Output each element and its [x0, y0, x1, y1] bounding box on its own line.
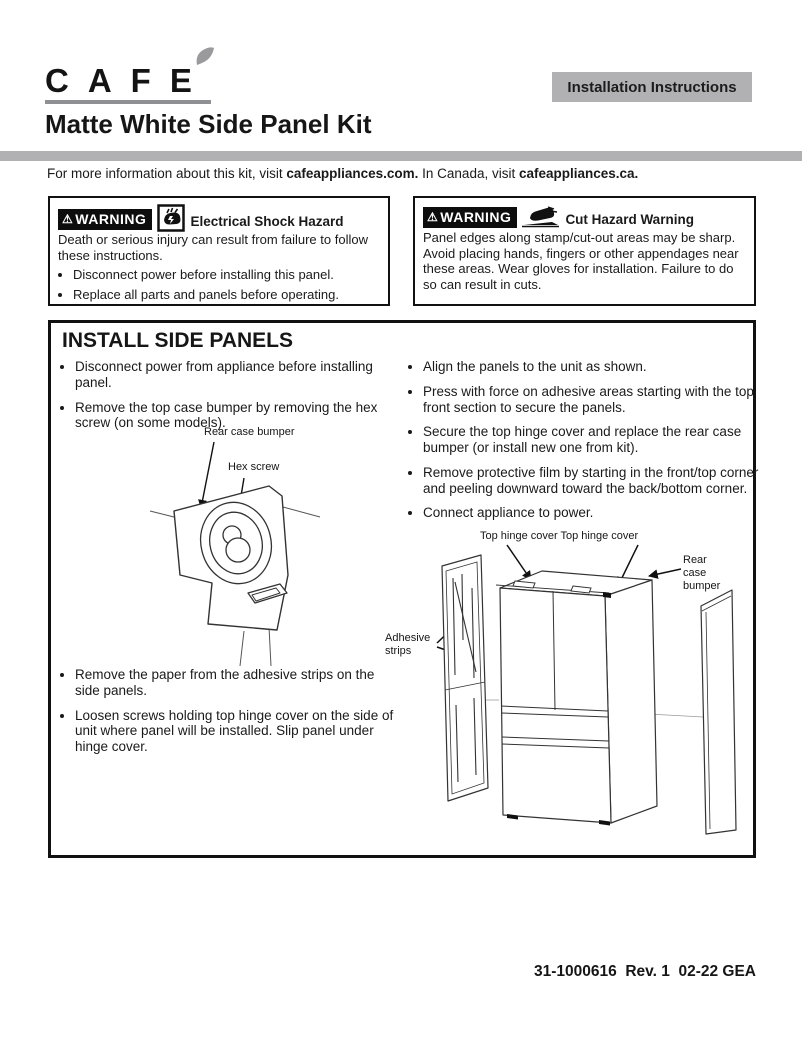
warning-title: Cut Hazard Warning: [565, 212, 694, 227]
warning-bullets: [58, 267, 380, 302]
steps-left-bottom: [60, 667, 397, 764]
rear-case-bumper-diagram: [148, 425, 398, 667]
warning-bullet: • Replace all parts and panels before operating.: [73, 287, 380, 303]
warning-triangle-icon: ⚠: [62, 212, 74, 227]
page-title: Matte White Side Panel Kit: [45, 109, 372, 139]
step: • Press with force on adhesive areas starting with the top front section to secure the panels.: [423, 384, 761, 416]
rear-case-bumper-label: Rear case bumper: [683, 554, 721, 592]
warning-title: Electrical Shock Hazard: [190, 214, 344, 229]
section-heading: INSTALL SIDE PANELS: [62, 329, 294, 352]
warning-head: [423, 204, 746, 228]
divider-bar: [0, 151, 802, 161]
cafe-logo-text: CAFE: [45, 62, 211, 99]
warning-body: Panel edges along stamp/cut-out areas may be sharp. Avoid placing hands, fingers or other appendages near these areas. Wear gloves for installation. Failure to do so can result in cuts.: [423, 230, 739, 292]
steps-right: [408, 359, 761, 530]
adhesive-strips-label: Adhesive strips: [385, 632, 431, 657]
leaf-accent-icon: [194, 47, 216, 67]
document-code: 31-1000616 Rev. 1 02-22 GEA: [533, 963, 756, 980]
warning-badge-label: WARNING: [440, 209, 512, 226]
warning-badge-label: WARNING: [75, 211, 147, 228]
electrical-shock-icon: [157, 204, 185, 232]
intro-line: [47, 166, 638, 181]
intro-text-1: For more information about this kit, visit: [47, 166, 287, 181]
step: • Remove the paper from the adhesive strips on the side panels.: [75, 667, 397, 699]
warning-body: Death or serious injury can result from failure to follow these instructions.: [58, 232, 368, 263]
rear-case-bumper-label: Rear case bumper: [204, 426, 295, 438]
warning-head: [58, 204, 380, 230]
step: • Align the panels to the unit as shown.: [423, 359, 761, 375]
top-hinge-cover-label: Top hinge cover Top hinge cover: [480, 530, 639, 542]
cut-hazard-icon: [522, 204, 560, 230]
step: • Loosen screws holding top hinge cover on the side of unit where panel will be installed. Slip panel under hinge cover.: [75, 708, 397, 755]
step: • Connect appliance to power.: [423, 505, 761, 521]
panel-alignment-diagram: [385, 530, 755, 855]
cafe-logo: [45, 64, 211, 97]
warning-badge: [58, 209, 152, 230]
warning-box-cut-hazard: [413, 196, 756, 306]
installation-instructions-label: Installation Instructions: [567, 78, 737, 96]
warning-box-electrical-shock: [48, 196, 390, 306]
installation-instructions-badge: [552, 72, 752, 102]
step: • Disconnect power from appliance before installing panel.: [75, 359, 397, 391]
website-us: cafeappliances.com.: [286, 166, 419, 181]
warning-triangle-icon: ⚠: [427, 210, 439, 225]
step: • Remove protective film by starting in the front/top corner and peeling downward toward the back/bottom corner.: [423, 465, 761, 497]
logo-underline: [45, 100, 211, 104]
hex-screw-label: Hex screw: [228, 461, 280, 473]
step: • Remove the top case bumper by removing the hex screw (on some models).: [75, 400, 397, 432]
intro-text-2: In Canada, visit: [418, 166, 519, 181]
install-side-panels-section: [48, 320, 759, 858]
warning-badge: [423, 207, 517, 228]
website-ca: cafeappliances.ca.: [518, 166, 639, 181]
warning-bullet: • Disconnect power before installing this panel.: [73, 267, 380, 283]
step: • Secure the top hinge cover and replace the rear case bumper (or install new one from kit).: [423, 424, 761, 456]
